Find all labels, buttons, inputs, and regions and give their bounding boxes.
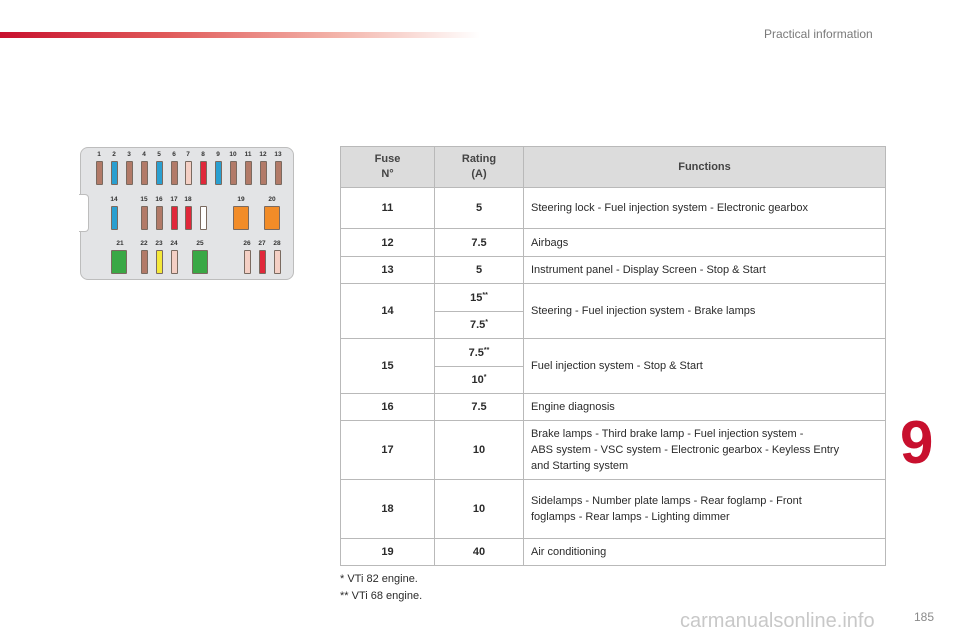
footnote-vti82: * VTi 82 engine. xyxy=(340,573,418,585)
cell-fuse: 17 xyxy=(341,421,435,480)
chapter-number: 9 xyxy=(900,409,934,476)
watermark: carmanualsonline.info xyxy=(680,610,875,632)
cell-function: Brake lamps - Third brake lamp - Fuel injection system - ABS system - VSC system - Electronic gearbox - Keyless Entry and Starting system xyxy=(524,421,886,480)
fuse-number-label: 6 xyxy=(172,151,176,158)
section-title: Practical information xyxy=(764,27,873,41)
cell-rating: 10 xyxy=(435,421,524,480)
fuse-number-label: 21 xyxy=(116,240,124,247)
cell-rating: 10 xyxy=(435,480,524,539)
header-fuse: Fuse N° xyxy=(341,147,435,188)
page-number: 185 xyxy=(914,610,935,624)
fuse-23 xyxy=(156,250,163,274)
fuse-8 xyxy=(200,161,207,185)
fuse-20 xyxy=(264,206,280,230)
cell-rating: 10* xyxy=(435,367,524,394)
cell-function: Steering - Fuel injection system - Brake lamps xyxy=(524,284,886,339)
fuse-number-label: 24 xyxy=(170,240,178,247)
table-row xyxy=(341,480,886,539)
fuse-26 xyxy=(244,250,251,274)
fuse-number-label: 8 xyxy=(201,151,205,158)
fuse-19 xyxy=(233,206,249,230)
fuse-10 xyxy=(230,161,237,185)
cell-function: Instrument panel - Display Screen - Stop & Start xyxy=(524,257,886,284)
fuse-14 xyxy=(111,206,118,230)
fuse-7 xyxy=(185,161,192,185)
fuse-number-label: 14 xyxy=(110,196,118,203)
fuse-16 xyxy=(156,206,163,230)
fuse-number-label: 5 xyxy=(157,151,161,158)
cell-rating: 7.5* xyxy=(435,312,524,339)
header-accent-bar xyxy=(0,32,480,38)
cell-fuse: 18 xyxy=(341,480,435,539)
fuse-number-label: 25 xyxy=(196,240,204,247)
cell-function: Sidelamps - Number plate lamps - Rear foglamp - Front foglamps - Rear lamps - Lighting dimmer xyxy=(524,480,886,539)
fuse-number-label: 3 xyxy=(127,151,131,158)
fuse-table xyxy=(340,146,886,566)
fuse-number-label: 17 xyxy=(170,196,178,203)
table-row xyxy=(341,394,886,421)
cell-fuse: 16 xyxy=(341,394,435,421)
fuse-slot-empty xyxy=(200,206,207,230)
header-functions: Functions xyxy=(524,147,886,188)
fuse-11 xyxy=(245,161,252,185)
fuse-number-label: 1 xyxy=(97,151,101,158)
cell-rating: 7.5** xyxy=(435,339,524,367)
header-rating: Rating (A) xyxy=(435,147,524,188)
fuse-number-label: 23 xyxy=(155,240,163,247)
cell-fuse: 15 xyxy=(341,339,435,394)
fuse-number-label: 27 xyxy=(258,240,266,247)
fuse-4 xyxy=(141,161,148,185)
cell-rating: 15** xyxy=(435,284,524,312)
fuse-number-label: 2 xyxy=(112,151,116,158)
fuse-number-label: 15 xyxy=(140,196,148,203)
fuse-1 xyxy=(96,161,103,185)
table-row xyxy=(341,229,886,257)
cell-fuse: 14 xyxy=(341,284,435,339)
fuse-3 xyxy=(126,161,133,185)
fuse-number-label: 9 xyxy=(216,151,220,158)
fuse-number-label: 28 xyxy=(273,240,281,247)
fuse-6 xyxy=(171,161,178,185)
fuse-9 xyxy=(215,161,222,185)
cell-fuse: 19 xyxy=(341,539,435,566)
fuse-28 xyxy=(274,250,281,274)
table-row xyxy=(341,421,886,480)
fuse-22 xyxy=(141,250,148,274)
fuse-24 xyxy=(171,250,178,274)
fuse-number-label: 4 xyxy=(142,151,146,158)
fuse-5 xyxy=(156,161,163,185)
fuse-number-label: 12 xyxy=(259,151,267,158)
fuse-27 xyxy=(259,250,266,274)
fuse-number-label: 10 xyxy=(229,151,237,158)
cell-fuse: 12 xyxy=(341,229,435,257)
fuse-number-label: 13 xyxy=(274,151,282,158)
fuse-21 xyxy=(111,250,127,274)
footnote-vti68: ** VTi 68 engine. xyxy=(340,590,423,602)
fuse-18 xyxy=(185,206,192,230)
fuse-number-label: 26 xyxy=(243,240,251,247)
cell-rating: 40 xyxy=(435,539,524,566)
fuse-number-label: 16 xyxy=(155,196,163,203)
table-row xyxy=(341,539,886,566)
cell-function: Air conditioning xyxy=(524,539,886,566)
fuse-box-notch xyxy=(79,194,89,232)
fuse-number-label: 18 xyxy=(184,196,192,203)
cell-function: Airbags xyxy=(524,229,886,257)
cell-fuse: 11 xyxy=(341,188,435,229)
fuse-17 xyxy=(171,206,178,230)
fuse-number-label: 20 xyxy=(268,196,276,203)
fuse-box-diagram xyxy=(80,147,294,280)
fuse-13 xyxy=(275,161,282,185)
fuse-number-label: 19 xyxy=(237,196,245,203)
table-row xyxy=(341,257,886,284)
cell-rating: 7.5 xyxy=(435,394,524,421)
cell-rating: 5 xyxy=(435,257,524,284)
fuse-2 xyxy=(111,161,118,185)
table-row xyxy=(341,339,886,367)
cell-rating: 7.5 xyxy=(435,229,524,257)
cell-function: Fuel injection system - Stop & Start xyxy=(524,339,886,394)
fuse-12 xyxy=(260,161,267,185)
fuse-number-label: 7 xyxy=(186,151,190,158)
fuse-number-label: 22 xyxy=(140,240,148,247)
fuse-15 xyxy=(141,206,148,230)
cell-fuse: 13 xyxy=(341,257,435,284)
fuse-number-label: 11 xyxy=(244,151,252,158)
fuse-25 xyxy=(192,250,208,274)
cell-function: Engine diagnosis xyxy=(524,394,886,421)
table-header-row xyxy=(341,147,886,188)
table-row xyxy=(341,284,886,312)
cell-rating: 5 xyxy=(435,188,524,229)
cell-function: Steering lock - Fuel injection system - Electronic gearbox xyxy=(524,188,886,229)
table-row xyxy=(341,188,886,229)
